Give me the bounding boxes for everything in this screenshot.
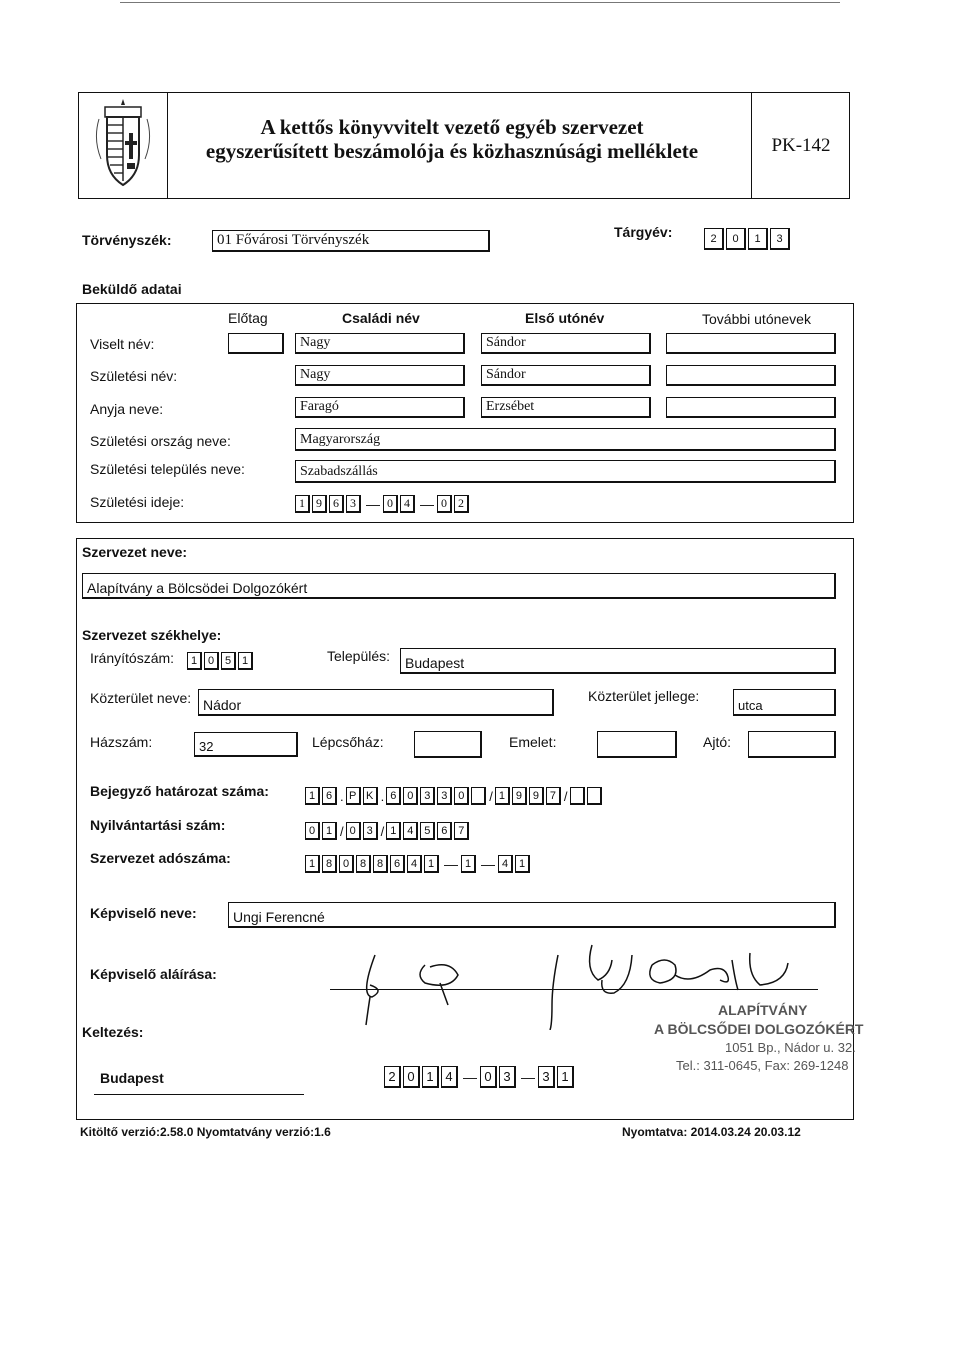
reg-decision-digits[interactable]: 1 6 . P K . 6 0 3 3 0 / 1 9 9 7 / xyxy=(305,787,604,805)
mother-first-field[interactable]: Erzsébet xyxy=(481,397,651,418)
tax-digit: 1 xyxy=(515,855,530,873)
reg-digit: 9 xyxy=(529,787,544,805)
dating-place: Budapest xyxy=(100,1070,164,1086)
zip-digit: 0 xyxy=(204,652,219,670)
year-digit: 0 xyxy=(726,228,746,250)
birth-month-digit: 0 xyxy=(383,495,398,513)
zip-digit: 1 xyxy=(238,652,253,670)
stair-field[interactable] xyxy=(414,731,482,758)
dating-place-line xyxy=(94,1094,304,1095)
dating-date-digits[interactable]: 2 0 1 4 — 0 3 — 3 1 xyxy=(384,1066,576,1088)
tax-digit: 1 xyxy=(305,855,320,873)
reg-digit: 6 xyxy=(322,787,337,805)
record-digit: 1 xyxy=(386,822,401,840)
tax-digit: 6 xyxy=(390,855,405,873)
stamp-line4: Tel.: 311-0645, Fax: 269-1248 xyxy=(676,1058,849,1073)
birth-date-label: Születési ideje: xyxy=(90,494,185,510)
reg-digit: 0 xyxy=(454,787,469,805)
door-label: Ajtó: xyxy=(703,734,732,750)
birth-year-digit: 3 xyxy=(346,495,361,513)
house-field[interactable]: 32 xyxy=(194,732,298,757)
street-type-label: Közterület jellege: xyxy=(588,688,700,704)
zip-digits[interactable] xyxy=(187,652,255,670)
name-other-field[interactable] xyxy=(666,333,836,354)
street-type-field[interactable]: utca xyxy=(733,689,836,716)
sender-section-title: Beküldő adatai xyxy=(82,281,182,297)
tax-digit: 8 xyxy=(356,855,371,873)
name-label: Viselt név: xyxy=(90,336,155,352)
org-seat-label: Szervezet székhelye: xyxy=(82,627,222,643)
court-field[interactable]: 01 Fővárosi Törvényszék xyxy=(212,230,490,252)
year-digit: 3 xyxy=(770,228,790,250)
reg-digit xyxy=(471,787,486,805)
floor-label: Emelet: xyxy=(509,734,557,750)
form-code: PK-142 xyxy=(751,93,850,198)
record-digit: 0 xyxy=(346,822,361,840)
reg-digit: 9 xyxy=(512,787,527,805)
col-other: További utónevek xyxy=(702,311,811,327)
record-digit: 5 xyxy=(420,822,435,840)
door-field[interactable] xyxy=(748,731,836,758)
reg-digit xyxy=(570,787,585,805)
stamp-line2: A BÖLCSŐDEI DOLGOZÓKÉRT xyxy=(654,1021,864,1037)
birth-other-field[interactable] xyxy=(666,365,836,386)
house-label: Házszám: xyxy=(90,734,153,750)
tax-digit: 4 xyxy=(498,855,513,873)
col-prefix: Előtag xyxy=(228,310,268,326)
birth-city-field[interactable]: Szabadszállás xyxy=(295,460,836,483)
zip-digit: 5 xyxy=(221,652,236,670)
tax-digits[interactable]: 1 8 0 8 8 6 4 1 — 1 — 4 1 xyxy=(305,855,532,873)
record-label: Nyilvántartási szám: xyxy=(90,817,226,833)
signature-label: Képviselő aláírása: xyxy=(90,966,217,982)
form-title xyxy=(167,115,737,163)
date-digit: 4 xyxy=(441,1066,458,1088)
record-digit: 6 xyxy=(437,822,452,840)
birth-year-digit: 9 xyxy=(312,495,327,513)
floor-field[interactable] xyxy=(597,731,677,758)
tax-label: Szervezet adószáma: xyxy=(90,850,231,866)
coat-of-arms-cell xyxy=(79,93,168,198)
tax-digit: 0 xyxy=(339,855,354,873)
stair-label: Lépcsőház: xyxy=(312,734,384,750)
tax-digit: 8 xyxy=(373,855,388,873)
coat-of-arms-icon xyxy=(79,93,167,198)
dating-label: Keltezés: xyxy=(82,1024,144,1040)
birth-day-digit: 2 xyxy=(454,495,469,513)
birth-first-field[interactable]: Sándor xyxy=(481,365,651,386)
mother-other-field[interactable] xyxy=(666,397,836,418)
birth-city-label: Születési település neve: xyxy=(90,461,245,477)
reg-decision-label: Bejegyző határozat száma: xyxy=(90,783,269,799)
record-digit: 0 xyxy=(305,822,320,840)
form-title-line1: A kettős könyvvitelt vezető egyéb szervezet xyxy=(260,115,644,139)
date-digit: 3 xyxy=(538,1066,555,1088)
birth-year-digit: 6 xyxy=(329,495,344,513)
year-digit: 1 xyxy=(748,228,768,250)
col-first: Első utónév xyxy=(525,310,605,326)
mother-label: Anyja neve: xyxy=(90,401,164,417)
tax-digit: 4 xyxy=(407,855,422,873)
tax-digit: 1 xyxy=(461,855,476,873)
tax-digit: 1 xyxy=(424,855,439,873)
reg-digit: 1 xyxy=(305,787,320,805)
reg-digit: P xyxy=(346,787,361,805)
date-digit: 0 xyxy=(480,1066,497,1088)
record-digit: 1 xyxy=(322,822,337,840)
name-prefix-field[interactable] xyxy=(228,333,284,354)
name-first-field[interactable]: Sándor xyxy=(481,333,651,354)
zip-label: Irányítószám: xyxy=(90,650,175,666)
record-digit: 3 xyxy=(363,822,378,840)
birth-country-label: Születési ország neve: xyxy=(90,433,231,449)
birth-year-digit: 1 xyxy=(295,495,310,513)
stamp-line1: ALAPÍTVÁNY xyxy=(718,1002,808,1018)
date-digit: 0 xyxy=(403,1066,420,1088)
name-family-field[interactable]: Nagy xyxy=(295,333,465,354)
reg-digit: 7 xyxy=(546,787,561,805)
reg-digit: 0 xyxy=(403,787,418,805)
birth-country-field[interactable]: Magyarország xyxy=(295,428,836,451)
reg-digit: K xyxy=(363,787,378,805)
street-label: Közterület neve: xyxy=(90,690,192,706)
tax-digit: 8 xyxy=(322,855,337,873)
reg-digit xyxy=(587,787,602,805)
footer-version: Kitöltő verzió:2.58.0 Nyomtatvány verzió:1.6 xyxy=(80,1125,331,1139)
year-digit: 2 xyxy=(704,228,724,250)
rep-name-field[interactable]: Ungi Ferencné xyxy=(228,902,836,928)
city-label: Település: xyxy=(327,648,391,664)
date-digit: 1 xyxy=(557,1066,574,1088)
birth-day-digit: 0 xyxy=(437,495,452,513)
date-digit: 1 xyxy=(422,1066,439,1088)
date-digit: 3 xyxy=(499,1066,516,1088)
stamp-line3: 1051 Bp., Nádor u. 32. xyxy=(725,1040,856,1055)
record-digit: 4 xyxy=(403,822,418,840)
reg-digit: 3 xyxy=(437,787,452,805)
birth-month-digit: 4 xyxy=(400,495,415,513)
street-field[interactable]: Nádor xyxy=(198,689,554,716)
scan-edge-line xyxy=(120,2,840,3)
year-label: Tárgyév: xyxy=(614,224,673,240)
year-digits[interactable] xyxy=(704,228,792,250)
footer-printed: Nyomtatva: 2014.03.24 20.03.12 xyxy=(622,1125,801,1139)
mother-family-field[interactable]: Faragó xyxy=(295,397,465,418)
rep-name-label: Képviselő neve: xyxy=(90,905,197,921)
birth-name-label: Születési név: xyxy=(90,368,178,384)
reg-digit: 6 xyxy=(386,787,401,805)
form-title-line2: egyszerűsített beszámolója és közhasznúsági melléklete xyxy=(205,139,699,163)
court-label: Törvényszék: xyxy=(82,232,172,248)
col-family: Családi név xyxy=(342,310,420,326)
reg-digit: 3 xyxy=(420,787,435,805)
record-digits[interactable]: 0 1 / 0 3 / 1 4 5 6 7 xyxy=(305,822,471,840)
org-name-label: Szervezet neve: xyxy=(82,544,188,560)
org-name-field[interactable]: Alapítvány a Bölcsödei Dolgozókért xyxy=(82,573,836,599)
record-digit: 7 xyxy=(454,822,469,840)
header-box xyxy=(78,92,850,199)
date-digit: 2 xyxy=(384,1066,401,1088)
reg-digit: 1 xyxy=(495,787,510,805)
zip-digit: 1 xyxy=(187,652,202,670)
birth-date-digits[interactable]: 1 9 6 3 — 0 4 — 0 2 xyxy=(295,495,471,513)
birth-family-field[interactable]: Nagy xyxy=(295,365,465,386)
city-field[interactable]: Budapest xyxy=(400,648,836,674)
